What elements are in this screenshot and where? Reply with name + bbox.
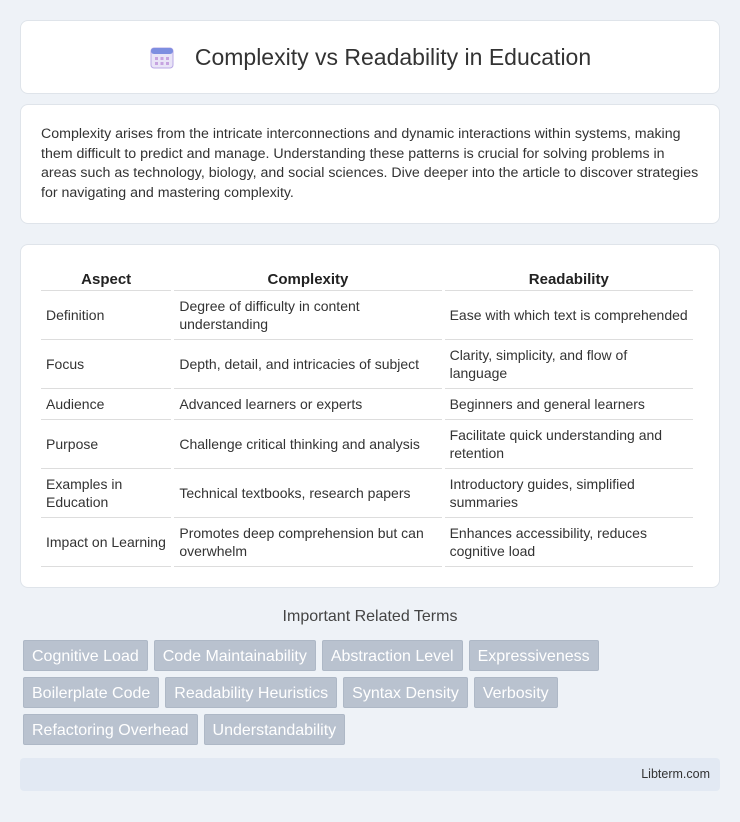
related-term-tag[interactable]: Refactoring Overhead [23, 714, 198, 745]
table-cell: Enhances accessibility, reduces cognitive load [445, 518, 693, 567]
table-cell: Audience [41, 389, 171, 420]
intro-text: Complexity arises from the intricate interconnections and dynamic interactions within systems, making them difficult to predict and manage. Understanding these patterns is crucial for solving problems in areas such as technology, biology, and social sciences. Dive deeper into the article to discover strategies for navigating and mastering complexity. [41, 126, 699, 201]
table-row [41, 291, 693, 340]
table-cell: Ease with which text is comprehended [445, 291, 693, 340]
table-cell: Focus [41, 340, 171, 389]
table-cell: Depth, detail, and intricacies of subject [174, 340, 441, 389]
page-title: Complexity vs Readability in Education [194, 43, 592, 70]
related-terms-title: Important Related Terms [282, 608, 458, 625]
table-cell: Clarity, simplicity, and flow of language [445, 340, 693, 389]
table-cell: Impact on Learning [41, 518, 171, 567]
related-term-tag[interactable]: Verbosity [474, 677, 558, 708]
related-term-tag[interactable]: Readability Heuristics [165, 677, 337, 708]
table-row [41, 340, 693, 389]
table-cell: Facilitate quick understanding and retention [445, 420, 693, 469]
table-row [41, 420, 693, 469]
footer-site-link[interactable]: Libterm.com [641, 767, 710, 781]
header-aspect: Aspect [41, 267, 171, 291]
title-card [20, 20, 720, 94]
related-term-tag[interactable]: Understandability [204, 714, 346, 745]
table-cell: Introductory guides, simplified summaries [445, 469, 693, 518]
table-cell: Examples in Education [41, 469, 171, 518]
calendar-icon [149, 44, 175, 70]
table-cell: Degree of difficulty in content understanding [174, 291, 441, 340]
footer [20, 758, 720, 791]
related-term-tag[interactable]: Syntax Density [343, 677, 468, 708]
related-terms-list [23, 640, 723, 751]
table-cell: Beginners and general learners [445, 389, 693, 420]
comparison-card [20, 244, 720, 588]
table-row [41, 389, 693, 420]
header-readability: Readability [445, 267, 693, 291]
table-row [41, 469, 693, 518]
header-complexity: Complexity [174, 267, 441, 291]
table-cell: Definition [41, 291, 171, 340]
table-cell: Advanced learners or experts [174, 389, 441, 420]
table-cell: Challenge critical thinking and analysis [174, 420, 441, 469]
related-term-tag[interactable]: Code Maintainability [154, 640, 316, 671]
related-term-tag[interactable]: Cognitive Load [23, 640, 148, 671]
table-cell: Purpose [41, 420, 171, 469]
intro-card [20, 104, 720, 224]
table-row [41, 518, 693, 567]
related-term-tag[interactable]: Expressiveness [469, 640, 599, 671]
table-cell: Promotes deep comprehension but can overwhelm [174, 518, 441, 567]
related-term-tag[interactable]: Boilerplate Code [23, 677, 159, 708]
related-term-tag[interactable]: Abstraction Level [322, 640, 463, 671]
comparison-table [38, 267, 696, 567]
table-cell: Technical textbooks, research papers [174, 469, 441, 518]
